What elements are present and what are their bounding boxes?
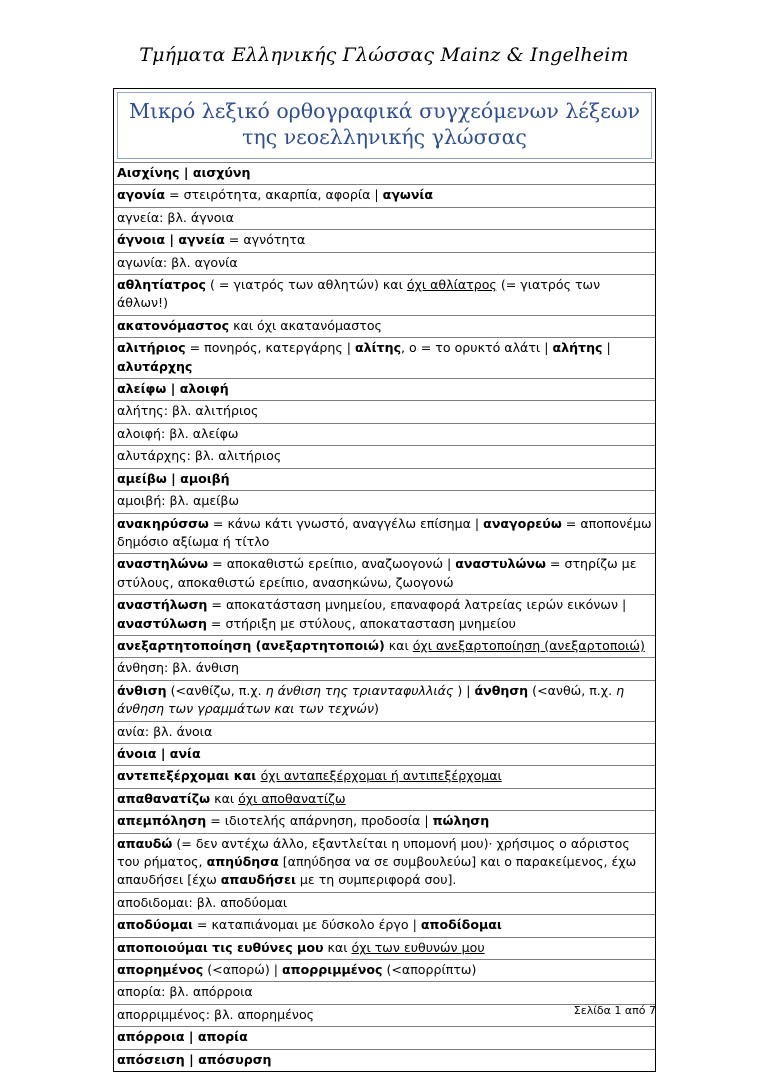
entry-text: αναστυλώνω <box>455 556 546 572</box>
entry-text: αλοιφή: βλ. αλείφω <box>117 425 239 441</box>
entry-text: άνθηση <box>474 682 529 698</box>
entry-text: άνθιση <box>117 682 167 698</box>
page-header: Τμήματα Ελληνικής Γλώσσας Mainz & Ingelheim <box>139 44 629 66</box>
entry-row <box>114 229 655 251</box>
entry-text: (= γιατρός των άθλων!) <box>117 277 601 311</box>
entry-text: = στηρίζω με στύλους, αποκαθιστώ ερείπιο, ανασηκώνω, ζωογονώ <box>117 556 637 590</box>
entry-row <box>114 490 655 512</box>
entry-row <box>114 594 655 635</box>
entry-text: = αποκαθιστώ ερείπιο, αναζωογονώ | <box>208 556 456 572</box>
entry-text: απόρροια | απορία <box>117 1029 248 1045</box>
entry-text: (<ανθίζω, π.χ. <box>166 682 266 698</box>
entry-text: | <box>602 340 611 356</box>
entry-text: = αποκατάσταση μνημείου, επαναφορά λατρείας ιερών εικόνων | <box>207 597 627 613</box>
entry-text: αποποιούμαι τις ευθύνες μου <box>117 939 324 955</box>
entry-text: (<απορώ) | <box>203 962 282 978</box>
entry-list <box>114 162 655 1071</box>
entry-row <box>114 1049 655 1071</box>
entry-row <box>114 274 655 315</box>
entry-text: απόσειση | απόσυρση <box>117 1051 272 1067</box>
entry-row <box>114 833 655 892</box>
entry-text: αγονία <box>117 187 166 203</box>
entry-text: ανεξαρτητοποίηση (ανεξαρτητοποιώ) <box>117 637 385 653</box>
entry-row <box>114 657 655 679</box>
entry-text: (<ανθώ, π.χ. <box>528 682 617 698</box>
entry-row <box>114 810 655 832</box>
entry-text: αναστηλώνω <box>117 556 209 572</box>
entry-text: ( = γιατρός των αθλητών) και <box>206 277 407 293</box>
entry-text: απορριμμένος: βλ. απορημένος <box>117 1006 315 1022</box>
entry-text: αποδίδομαι <box>420 917 502 933</box>
entry-text: αποδιδομαι: βλ. αποδύομαι <box>117 894 288 910</box>
entry-text: [απηύδησα να σε συμβουλεύω] και ο παρακείμενος, έχω απαυδήσει [έχω <box>117 854 637 888</box>
entry-row <box>114 378 655 400</box>
entry-text: αντεπεξέρχομαι και <box>117 768 261 784</box>
entry-text: αθλητίατρος <box>117 277 207 293</box>
entry-text: αμοιβή: βλ. αμείβω <box>117 493 240 509</box>
entry-row <box>114 423 655 445</box>
entry-text: αμείβω | αμοιβή <box>117 470 230 486</box>
entry-text: αλείφω | αλοιφή <box>117 381 229 397</box>
entry-text: και <box>384 637 413 653</box>
entry-text: ανία: βλ. άνοια <box>117 723 213 739</box>
entry-text: η άνθιση της τριανταφυλλιάς <box>265 682 454 698</box>
entry-text: = απoπονέμω δημόσιο αξίωμα ή τίτλο <box>117 515 652 549</box>
entry-row <box>114 315 655 337</box>
entry-row <box>114 981 655 1003</box>
entry-text: ) <box>374 701 379 717</box>
entry-text: απορριμμένος <box>282 962 383 978</box>
entry-text: απορημένος <box>117 962 204 978</box>
entry-text: αναστήλωση <box>117 597 208 613</box>
entry-text: αλήτης <box>552 340 603 356</box>
entry-row <box>114 1026 655 1048</box>
entry-text: όχι των ευθυνών μου <box>351 939 485 955</box>
entry-text: απαθανατίζω <box>117 790 211 806</box>
entry-row <box>114 162 655 184</box>
entry-text: , ο = το ορυκτό αλάτι | <box>401 340 553 356</box>
entry-row <box>114 743 655 765</box>
entry-row <box>114 468 655 490</box>
entry-text: = καταπιάνομαι με δύσκολο έργο | <box>192 917 421 933</box>
entry-row <box>114 400 655 422</box>
entry-text: = αγνότητα <box>224 232 306 248</box>
entry-row <box>114 892 655 914</box>
entry-text: όχι ανταπεξέρχομαι ή αντιπεξέρχομαι <box>260 768 502 784</box>
entry-text: ανακηρύσσω <box>117 515 209 531</box>
entry-row <box>114 721 655 743</box>
entry-text: Αισχίνης | αισχύνη <box>117 165 251 180</box>
entry-row <box>114 207 655 229</box>
entry-text: αλυτάρχης: βλ. αλιτήριος <box>117 448 282 464</box>
entry-text: αλυτάρχης <box>117 358 193 374</box>
entry-text: και <box>323 939 352 955</box>
entry-text: όχι αθλίατρος <box>406 277 497 293</box>
entry-row <box>114 937 655 959</box>
entry-text: αποδύομαι <box>117 917 193 933</box>
entry-row <box>114 680 655 721</box>
entry-text: η άνθηση των γραμμάτων και των τεχνών <box>117 682 625 717</box>
entry-text: = κάνω κάτι γνωστό, αναγγέλω επίσημα | <box>208 515 484 531</box>
entry-row <box>114 513 655 554</box>
entry-row <box>114 184 655 206</box>
dictionary-table <box>113 88 656 1072</box>
entry-text: (= δεν αντέχω άλλο, εξαντλείται η υπομονή μου)· χρήσιμος ο αόριστος του ρήματος, <box>117 835 630 869</box>
entry-text: ) | <box>453 682 475 698</box>
entry-text: άνθηση: βλ. άνθιση <box>117 660 239 676</box>
entry-text: = ιδιοτελής απάρνηση, προδοσία | <box>206 813 433 829</box>
entry-row <box>114 445 655 467</box>
table-title: Μικρό λεξικό ορθογραφικά συγχεόμενων λέξεων της νεοελληνικής γλώσσας <box>117 92 652 159</box>
entry-text: απαυδήσει <box>220 872 296 888</box>
entry-text: αναστύλωση <box>117 615 207 631</box>
entry-text: και όχι ακατανόμαστος <box>229 317 382 333</box>
entry-row <box>114 959 655 981</box>
entry-text: και <box>210 790 239 806</box>
entry-text: απαυδώ <box>117 835 173 851</box>
entry-text: = πονηρός, κατεργάρης | <box>185 340 356 356</box>
entry-text: απεμπόληση <box>117 813 207 829</box>
entry-text: άνοια | ανία <box>117 745 201 761</box>
entry-text: απηύδησα <box>206 854 279 869</box>
entry-text: αγωνία <box>382 187 433 203</box>
entry-text: = στήριξη με στύλους, αποκατασταση μνημείου <box>206 615 516 631</box>
page-number: Σελίδα 1 από 7 <box>573 1004 656 1017</box>
entry-text: άγνοια | αγνεία <box>117 232 225 248</box>
entry-text: όχι ανεξαρτοποίηση (ανεξαρτοποιώ) <box>412 637 645 653</box>
entry-row <box>114 553 655 594</box>
entry-text: αλήτης: βλ. αλιτήριος <box>117 403 259 419</box>
entry-text: (<απορρίπτω) <box>382 962 477 978</box>
entry-row <box>114 252 655 274</box>
entry-row <box>114 914 655 936</box>
entry-row <box>114 337 655 378</box>
entry-text: απορία: βλ. απόρροια <box>117 984 253 1000</box>
entry-text: αλιτήριος <box>117 340 186 356</box>
entry-text: ακατονόμαστος <box>117 317 230 333</box>
entry-row <box>114 635 655 657</box>
entry-text: πώληση <box>432 813 490 829</box>
entry-text: αναγορεύω <box>483 515 562 531</box>
entry-text: αγνεία: βλ. άγνοια <box>117 209 234 225</box>
entry-row <box>114 765 655 787</box>
entry-text: με τη συμπεριφορά σου]. <box>295 872 457 888</box>
entry-row <box>114 788 655 810</box>
entry-text: αλίτης <box>355 340 402 356</box>
entry-text: = στειρότητα, ακαρπία, αφορία | <box>165 187 383 203</box>
entry-text: αγωνία: βλ. αγονία <box>117 254 238 270</box>
entry-text: όχι αποθανατίζω <box>238 790 346 806</box>
